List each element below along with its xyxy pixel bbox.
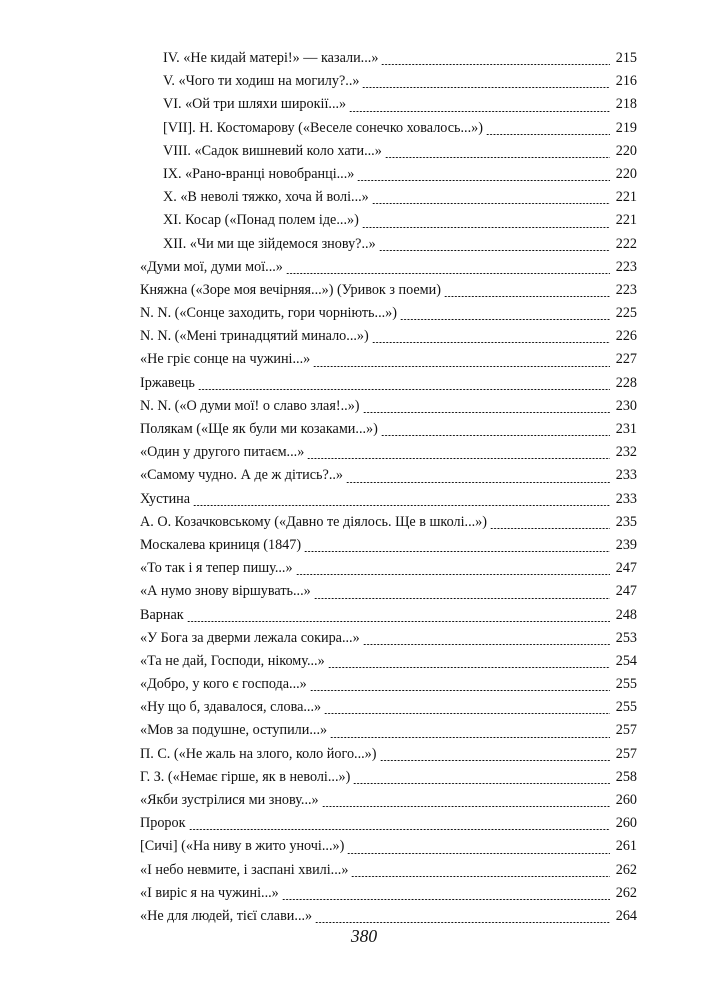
toc-entry-title: «Думи мої, думи мої...» (140, 258, 283, 275)
toc-entry-title: IV. «Не кидай матері!» — казали...» (163, 50, 379, 66)
toc-dot-leader (363, 644, 610, 645)
toc-entry (140, 719, 637, 742)
toc-entry-page: 220 (615, 142, 637, 159)
toc-dot-leader (363, 412, 610, 413)
toc-entry-title: [Сичі] («На ниву в жито уночі...») (140, 838, 345, 855)
toc-entry-page: 257 (615, 745, 637, 762)
toc-entry-page: 221 (615, 189, 637, 206)
toc-entry-page: 232 (615, 444, 637, 461)
toc-entry-title: Варнак (140, 606, 184, 623)
toc-entry (140, 534, 637, 557)
toc-entry-page: 235 (615, 513, 637, 530)
toc-entry (140, 650, 637, 673)
toc-entry (140, 743, 637, 766)
toc-dot-leader (362, 227, 610, 228)
toc-dot-leader (381, 64, 610, 65)
toc-entry-page: 230 (615, 397, 637, 414)
toc-entry-page: 221 (615, 212, 637, 229)
toc-dot-leader (315, 922, 610, 923)
toc-dot-leader (347, 853, 610, 854)
toc-dot-leader (357, 180, 610, 181)
toc-dot-leader (296, 574, 610, 575)
toc-entry (140, 186, 637, 209)
toc-entry-title: [VII]. Н. Костомарову («Веселе сонечко ховалось...») (163, 119, 483, 136)
toc-entry (140, 279, 637, 302)
toc-entry-title: VI. «Ой три шляхи широкії...» (163, 96, 347, 113)
toc-dot-leader (198, 389, 610, 390)
toc-entry-title: «Мов за подушне, оступили...» (140, 722, 328, 739)
toc-entry-page: 255 (615, 676, 637, 693)
toc-entry-page: 254 (615, 652, 637, 669)
toc-dot-leader (486, 134, 610, 135)
toc-entry (140, 696, 637, 719)
toc-dot-leader (328, 667, 610, 668)
toc-entry (140, 441, 637, 464)
toc-entry-title: «І небо невмите, і заспані хвилі...» (140, 861, 349, 878)
toc-dot-leader (379, 250, 610, 251)
toc-entry-title: VIII. «Садок вишневий коло хати...» (163, 142, 382, 159)
toc-dot-leader (490, 528, 610, 529)
toc-entry-page: 223 (615, 281, 637, 298)
toc-entry-page: 247 (615, 560, 637, 577)
toc-entry-title: Москалева криниця (1847) (140, 536, 302, 553)
toc-entry (140, 789, 637, 812)
toc-entry-title: А. О. Козачковському («Давно те діялось. Ще в школі...») (140, 513, 487, 530)
toc-entry (140, 859, 637, 882)
toc-dot-leader (444, 296, 610, 297)
toc-dot-leader (353, 783, 610, 784)
toc-entry-page: 223 (615, 258, 637, 275)
toc-entry (140, 325, 637, 348)
toc-entry-page: 225 (615, 305, 637, 322)
toc-dot-leader (189, 829, 610, 830)
toc-entry-title: П. С. («Не жаль на злого, коло його...») (140, 745, 377, 762)
toc-entry-title: «Та не дай, Господи, нікому...» (140, 652, 325, 669)
toc-entry-page: 248 (615, 606, 637, 623)
toc-dot-leader (372, 342, 610, 343)
toc-entry-page: 247 (615, 583, 637, 600)
toc-entry-page: 216 (615, 73, 637, 90)
toc-entry (140, 395, 637, 418)
toc-entry-title: Хустина (140, 490, 191, 507)
toc-dot-leader (282, 899, 610, 900)
toc-entry-page: 262 (615, 861, 637, 878)
toc-entry (140, 673, 637, 696)
toc-dot-leader (346, 482, 610, 483)
toc-entry-page: 226 (615, 328, 637, 345)
toc-entry-title: «Якби зустрілися ми знову...» (140, 792, 319, 808)
toc-entry-title: «Не гріє сонце на чужині...» (140, 351, 311, 368)
toc-dot-leader (324, 713, 610, 714)
toc-entry-title: Княжна («Зоре моя вечірняя...») (Уривок з поеми) (140, 281, 441, 298)
toc-entry-page: 227 (615, 351, 637, 368)
toc-dot-leader (304, 551, 610, 552)
toc-entry-title: «У Бога за дверми лежала сокира...» (140, 629, 360, 646)
toc-entry-page: 260 (615, 815, 637, 832)
toc-entry-title: Пророк (140, 815, 186, 832)
toc-entry-title: IX. «Рано-вранці новобранці...» (163, 165, 355, 182)
toc-dot-leader (351, 876, 610, 877)
toc-entry (140, 140, 637, 163)
toc-entry-page: 219 (615, 119, 637, 136)
toc-entry-title: «І виріс я на чужині...» (140, 884, 279, 901)
toc-entry (140, 117, 637, 140)
toc-entry (140, 557, 637, 580)
toc-entry (140, 209, 637, 232)
table-of-contents (140, 47, 637, 928)
toc-entry-page: 222 (615, 235, 637, 252)
toc-dot-leader (362, 87, 610, 88)
toc-entry-page: 258 (615, 768, 637, 785)
toc-entry-title: XII. «Чи ми ще зійдемося знову?..» (163, 235, 376, 252)
toc-entry (140, 766, 637, 789)
toc-entry-page: 255 (615, 699, 637, 716)
toc-entry-title: «Самому чудно. А де ж дітись?..» (140, 467, 344, 484)
toc-entry-title: «А нумо знову віршувать...» (140, 583, 311, 600)
toc-entry (140, 163, 637, 186)
toc-entry-title: V. «Чого ти ходиш на могилу?..» (163, 73, 360, 90)
toc-entry-title: X. «В неволі тяжко, хоча й волі...» (163, 189, 369, 206)
toc-entry (140, 812, 637, 835)
toc-entry (140, 580, 637, 603)
toc-entry-page: 253 (615, 629, 637, 646)
toc-dot-leader (380, 760, 611, 761)
toc-dot-leader (286, 273, 610, 274)
toc-entry-title: Полякам («Ще як були ми козаками...») (140, 421, 378, 437)
toc-entry-page: 231 (615, 421, 637, 437)
toc-entry (140, 256, 637, 279)
toc-entry-page: 215 (615, 50, 637, 66)
toc-entry-title: «Ну що б, здавалося, слова...» (140, 699, 322, 716)
toc-entry (140, 93, 637, 116)
toc-entry-page: 233 (615, 467, 637, 484)
toc-entry-page: 218 (615, 96, 637, 113)
toc-entry-title: XI. Косар («Понад полем іде...») (163, 212, 359, 229)
toc-entry (140, 627, 637, 650)
toc-entry (140, 488, 637, 511)
toc-dot-leader (381, 435, 610, 436)
toc-entry-title: «Один у другого питаєм...» (140, 444, 305, 461)
toc-dot-leader (322, 806, 610, 807)
toc-entry (140, 47, 637, 70)
toc-entry-page: 262 (615, 884, 637, 901)
toc-entry-title: «То так і я тепер пишу...» (140, 560, 293, 577)
toc-entry (140, 905, 637, 928)
toc-entry (140, 604, 637, 627)
toc-entry (140, 835, 637, 858)
toc-entry-title: Г. З. («Немає гірше, як в неволі...») (140, 768, 351, 785)
toc-entry-page: 220 (615, 165, 637, 182)
toc-dot-leader (349, 111, 610, 112)
toc-entry (140, 882, 637, 905)
toc-entry-page: 257 (615, 722, 637, 739)
toc-entry-title: N. N. («О думи мої! о славо злая!..») (140, 397, 360, 414)
toc-entry (140, 302, 637, 325)
toc-entry (140, 464, 637, 487)
toc-dot-leader (372, 203, 610, 204)
toc-dot-leader (310, 690, 610, 691)
toc-entry (140, 511, 637, 534)
toc-dot-leader (193, 505, 610, 506)
toc-dot-leader (314, 598, 610, 599)
toc-dot-leader (400, 319, 610, 320)
toc-entry (140, 418, 637, 441)
toc-entry-page: 233 (615, 490, 637, 507)
toc-entry-page: 239 (615, 536, 637, 553)
toc-entry-title: «Добро, у кого є господа...» (140, 676, 307, 693)
toc-entry-title: N. N. («Сонце заходить, гори чорніють...») (140, 305, 397, 322)
toc-entry (140, 233, 637, 256)
toc-dot-leader (307, 458, 610, 459)
toc-entry-title: N. N. («Мені тринадцятий минало...») (140, 328, 369, 345)
toc-entry (140, 348, 637, 371)
toc-dot-leader (330, 737, 610, 738)
toc-entry-page: 260 (615, 792, 637, 808)
toc-entry-page: 264 (615, 907, 637, 924)
toc-entry-title: «Не для людей, тієї слави...» (140, 907, 313, 924)
toc-dot-leader (187, 621, 610, 622)
page-number: 380 (350, 926, 378, 946)
toc-dot-leader (313, 366, 610, 367)
toc-entry-title: Іржавець (140, 374, 195, 391)
toc-entry (140, 70, 637, 93)
toc-entry-page: 261 (615, 838, 637, 855)
toc-entry-page: 228 (615, 374, 637, 391)
toc-dot-leader (385, 157, 610, 158)
toc-entry (140, 372, 637, 395)
